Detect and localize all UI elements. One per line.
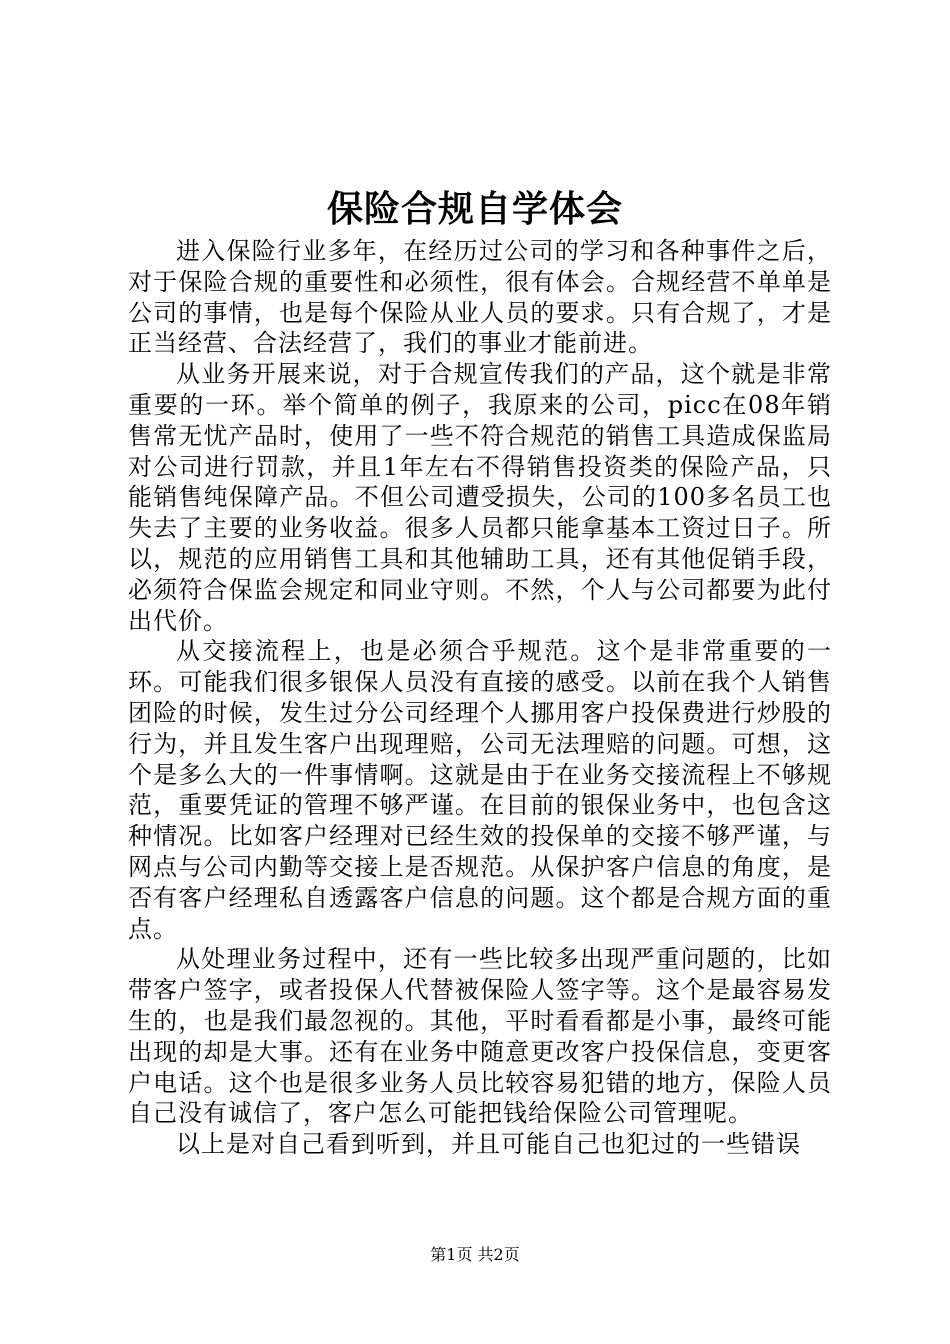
paragraph-5: 以上是对自己看到听到，并且可能自己也犯过的一些错误	[176, 1130, 801, 1159]
document-title: 保险合规自学体会	[326, 188, 623, 230]
document-body	[128, 236, 832, 1160]
paragraph-1: 进入保险行业多年，在经历过公司的学习和各种事件之后，对于保险合规的重要性和必须性，很有体会。合规经营不单单是公司的事情，也是每个保险从业人员的要求。只有合规了，才是正当经营、合法经营了，我们的事业才能前进。	[128, 237, 832, 358]
paragraph-2: 从业务开展来说，对于合规宣传我们的产品，这个就是非常重要的一环。举个简单的例子，我原来的公司，picc在08年销售常无忧产品时，使用了一些不符合规范的销售工具造成保监局对公司进行罚款，并且1年左右不得销售投资类的保险产品，只能销售纯保障产品。不但公司遭受损失，公司的100多名员工也失去了主要的业务收益。很多人员都只能拿基本工资过日子。所以，规范的应用销售工具和其他辅助工具，还有其他促销手段，必须符合保监会规定和同业守则。不然，个人与公司都要为此付出代价。	[128, 360, 832, 635]
paragraph-3: 从交接流程上，也是必须合乎规范。这个是非常重要的一环。可能我们很多银保人员没有直接的感受。以前在我个人销售团险的时候，发生过分公司经理个人挪用客户投保费进行炒股的行为，并且发生客户出现理赔，公司无法理赔的问题。可想，这个是多么大的一件事情啊。这就是由于在业务交接流程上不够规范，重要凭证的管理不够严谨。在目前的银保业务中，也包含这种情况。比如客户经理对已经生效的投保单的交接不够严谨，与网点与公司内勤等交接上是否规范。从保护客户信息的角度，是否有客户经理私自透露客户信息的问题。这个都是合规方面的重点。	[128, 637, 832, 943]
page-footer: 第1页 共2页	[430, 1245, 520, 1264]
paragraph-4: 从处理业务过程中，还有一些比较多出现严重问题的，比如带客户签字，或者投保人代替被保险人签字等。这个是最容易发生的，也是我们最忽视的。其他，平时看看都是小事，最终可能出现的却是大事。还有在业务中随意更改客户投保信息，变更客户电话。这个也是很多业务人员比较容易犯错的地方，保险人员自己没有诚信了，客户怎么可能把钱给保险公司管理呢。	[128, 945, 832, 1128]
